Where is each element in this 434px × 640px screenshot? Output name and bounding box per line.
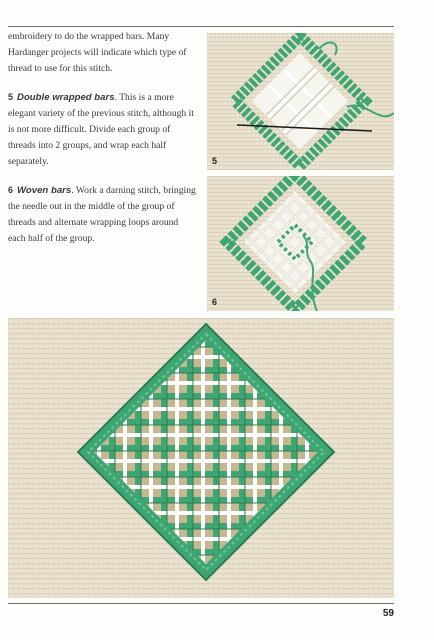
figure-5-photo (207, 33, 394, 170)
step-5-paragraph (8, 89, 198, 170)
step-5-number: 5 (8, 92, 14, 102)
text-column (8, 29, 198, 259)
embroidery-photo-double-wrapped (207, 33, 394, 170)
intro-paragraph: embroidery to do the wrapped bars. Many Hardanger projects will indicate which type of thread to use for this stitch. (8, 31, 187, 74)
embroidery-photo-woven (207, 176, 394, 311)
bottom-rule (8, 603, 394, 604)
step-5-term: Double wrapped bars (17, 92, 115, 103)
top-rule (8, 26, 394, 27)
figure-6-label: 6 (212, 297, 218, 307)
page-number: 59 (382, 608, 394, 619)
figure-6-photo (207, 176, 394, 311)
embroidery-photo-finished-motif (8, 318, 394, 598)
step-5-body: . This is a more elegant variety of the previous stitch, although it is not more difficult. Divide each group of threads into 2 groups, and wrap each half separately. (8, 92, 194, 167)
large-embroidery-photo (8, 318, 394, 598)
step-6-paragraph (8, 182, 198, 247)
step-6-body: . Work a darning stitch, bringing the needle out in the middle of the group of threads and alternate wrapping loops around each half of the group. (8, 185, 196, 244)
figure-5-label: 5 (212, 156, 218, 166)
step-6-term: Woven bars (17, 185, 72, 196)
step-6-number: 6 (8, 185, 14, 195)
